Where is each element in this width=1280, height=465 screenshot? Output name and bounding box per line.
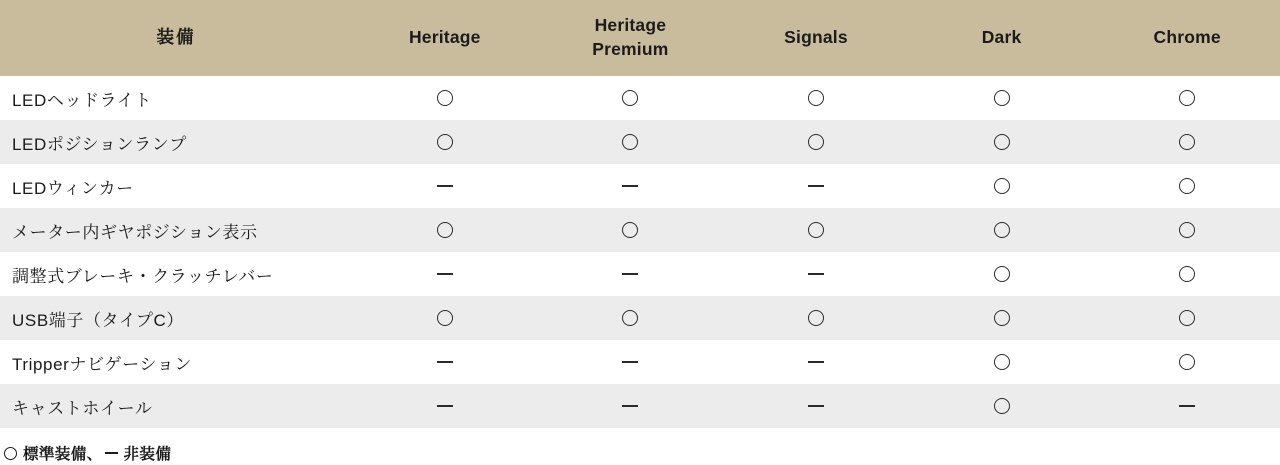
table-body bbox=[0, 76, 1280, 428]
column-header-heritage bbox=[352, 0, 538, 76]
circle-icon bbox=[437, 134, 453, 150]
availability-cell-none bbox=[352, 164, 538, 208]
circle-icon bbox=[1179, 310, 1195, 326]
availability-cell-standard bbox=[1094, 164, 1280, 208]
circle-icon bbox=[994, 310, 1010, 326]
table-row bbox=[0, 120, 1280, 164]
legend-dash-icon bbox=[105, 452, 118, 454]
availability-cell-standard bbox=[538, 76, 724, 120]
circle-icon bbox=[1179, 266, 1195, 282]
circle-icon bbox=[622, 310, 638, 326]
circle-icon bbox=[994, 398, 1010, 414]
circle-icon bbox=[1179, 354, 1195, 370]
availability-cell-standard bbox=[909, 76, 1095, 120]
circle-icon bbox=[622, 90, 638, 106]
availability-cell-standard bbox=[909, 208, 1095, 252]
availability-cell-standard bbox=[909, 164, 1095, 208]
dash-icon bbox=[808, 273, 824, 275]
circle-icon bbox=[808, 134, 824, 150]
dash-icon bbox=[808, 185, 824, 187]
availability-cell-none bbox=[723, 340, 909, 384]
availability-cell-standard bbox=[352, 296, 538, 340]
table-row bbox=[0, 208, 1280, 252]
availability-cell-none bbox=[723, 164, 909, 208]
dash-icon bbox=[622, 361, 638, 363]
feature-name-cell: Tripperナビゲーション bbox=[12, 354, 192, 374]
availability-cell-none bbox=[723, 384, 909, 428]
dash-icon bbox=[808, 361, 824, 363]
availability-cell-standard bbox=[723, 120, 909, 164]
availability-cell-none bbox=[723, 252, 909, 296]
dash-icon bbox=[1179, 405, 1195, 407]
availability-cell-standard bbox=[1094, 296, 1280, 340]
circle-icon bbox=[437, 310, 453, 326]
availability-cell-standard bbox=[352, 120, 538, 164]
feature-name-cell: LEDウィンカー bbox=[12, 178, 134, 198]
dash-icon bbox=[808, 405, 824, 407]
dash-icon bbox=[437, 185, 453, 187]
circle-icon bbox=[994, 134, 1010, 150]
availability-cell-standard bbox=[909, 120, 1095, 164]
availability-cell-standard bbox=[909, 340, 1095, 384]
feature-name-cell: キャストホイール bbox=[12, 398, 153, 418]
dash-icon bbox=[622, 185, 638, 187]
availability-cell-standard bbox=[723, 296, 909, 340]
availability-cell-none bbox=[1094, 384, 1280, 428]
availability-cell-standard bbox=[352, 208, 538, 252]
table-header-row bbox=[0, 0, 1280, 76]
availability-cell-none bbox=[538, 252, 724, 296]
column-header-signals-line1: Signals bbox=[784, 27, 848, 48]
availability-cell-standard bbox=[909, 384, 1095, 428]
availability-cell-none bbox=[352, 252, 538, 296]
column-header-chrome bbox=[1094, 0, 1280, 76]
dash-icon bbox=[437, 273, 453, 275]
column-header-dark bbox=[909, 0, 1095, 76]
circle-icon bbox=[994, 178, 1010, 194]
availability-cell-none bbox=[538, 164, 724, 208]
dash-icon bbox=[622, 405, 638, 407]
circle-icon bbox=[1179, 178, 1195, 194]
availability-cell-standard bbox=[352, 76, 538, 120]
availability-cell-standard bbox=[538, 120, 724, 164]
availability-cell-standard bbox=[538, 208, 724, 252]
availability-cell-standard bbox=[538, 296, 724, 340]
availability-cell-standard bbox=[909, 296, 1095, 340]
column-header-heritage-premium-line1: Heritage bbox=[594, 15, 667, 36]
availability-cell-standard bbox=[1094, 252, 1280, 296]
table-row bbox=[0, 384, 1280, 428]
circle-icon bbox=[808, 222, 824, 238]
column-header-heritage-premium bbox=[538, 0, 724, 76]
feature-name-cell: LEDヘッドライト bbox=[12, 90, 152, 110]
feature-name-cell: 調整式ブレーキ・クラッチレバー bbox=[12, 266, 274, 286]
column-header-heritage-premium-line2: Premium bbox=[592, 39, 669, 59]
circle-icon bbox=[437, 222, 453, 238]
availability-cell-standard bbox=[1094, 208, 1280, 252]
dash-icon bbox=[437, 361, 453, 363]
column-header-signals bbox=[723, 0, 909, 76]
column-header-dark-line1: Dark bbox=[981, 27, 1022, 48]
availability-cell-standard bbox=[1094, 76, 1280, 120]
column-header-feature: 装備 bbox=[0, 0, 352, 76]
availability-cell-standard bbox=[909, 252, 1095, 296]
feature-name-cell: USB端子（タイプC） bbox=[12, 310, 184, 330]
availability-cell-none bbox=[352, 340, 538, 384]
column-header-chrome-line1: Chrome bbox=[1153, 27, 1221, 48]
availability-cell-standard bbox=[1094, 120, 1280, 164]
table-row bbox=[0, 164, 1280, 208]
legend-standard-label: 標準装備、 bbox=[23, 446, 103, 463]
table-row bbox=[0, 76, 1280, 120]
availability-cell-standard bbox=[723, 76, 909, 120]
dash-icon bbox=[437, 405, 453, 407]
circle-icon bbox=[1179, 90, 1195, 106]
circle-icon bbox=[808, 90, 824, 106]
legend-not-equipped-label: 非装備 bbox=[123, 446, 172, 463]
table-row bbox=[0, 252, 1280, 296]
table-row bbox=[0, 296, 1280, 340]
circle-icon bbox=[1179, 134, 1195, 150]
feature-name-cell: LEDポジションランプ bbox=[12, 134, 187, 154]
circle-icon bbox=[994, 354, 1010, 370]
column-header-heritage-line1: Heritage bbox=[408, 27, 481, 48]
circle-icon bbox=[437, 90, 453, 106]
table-legend bbox=[0, 428, 1280, 464]
availability-cell-none bbox=[352, 384, 538, 428]
circle-icon bbox=[994, 90, 1010, 106]
availability-cell-standard bbox=[1094, 340, 1280, 384]
table-header bbox=[0, 0, 1280, 76]
availability-cell-none bbox=[538, 340, 724, 384]
availability-cell-standard bbox=[723, 208, 909, 252]
circle-icon bbox=[622, 222, 638, 238]
circle-icon bbox=[1179, 222, 1195, 238]
table-row bbox=[0, 340, 1280, 384]
availability-cell-none bbox=[538, 384, 724, 428]
dash-icon bbox=[622, 273, 638, 275]
legend-circle-icon bbox=[4, 447, 17, 460]
circle-icon bbox=[622, 134, 638, 150]
feature-name-cell: メーター内ギヤポジション表示 bbox=[12, 222, 258, 242]
circle-icon bbox=[994, 266, 1010, 282]
circle-icon bbox=[808, 310, 824, 326]
circle-icon bbox=[994, 222, 1010, 238]
